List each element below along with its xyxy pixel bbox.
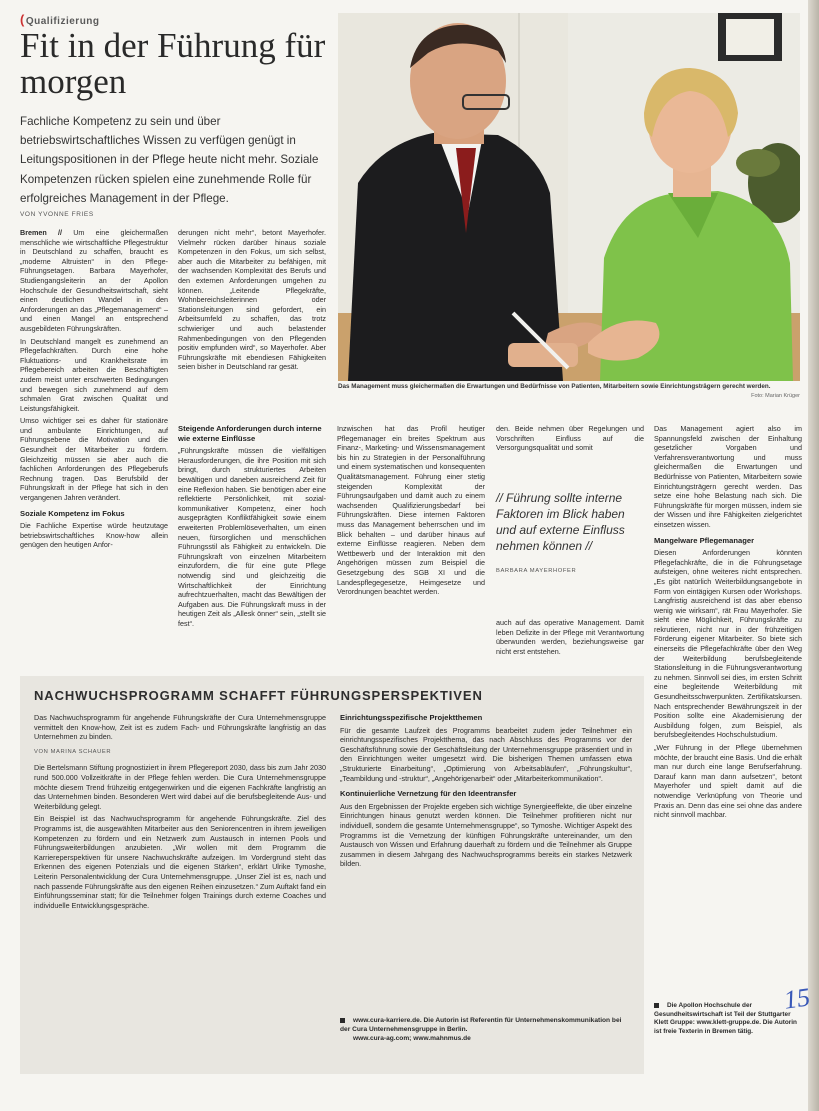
- article-column-4: [337, 424, 485, 668]
- subheading: Kontinuierliche Vernetzung für den Ideentransfer: [340, 789, 517, 799]
- article-photo: [338, 13, 800, 381]
- paragraph: Für die gesamte Laufzeit des Programms bearbeitet zudem jeder Teilnehmer ein einrichtungsspezifisches Projektthema, das nach Abschluss des Programms vor der Geschäftsführung sowie der Geschäftsleitung der Unternehmensgruppe präsentiert und in den Einrichtungen weiter umgesetzt wird. Die bisherigen Themen umfassen etwa „Strukturierte Einarbeitung“, „Optimierung von Arbeitsabläufen“, „Führungskultur“, „Teambildung und -struktur“, „Angehörigenarbeit“ oder „Mitarbeiterkommunikation“.: [340, 725, 632, 783]
- bullet-square-icon: [340, 1018, 345, 1023]
- article-column-6: [496, 618, 644, 668]
- paragraph: Diesen Anforderungen könnten Pflegefachkräfte, die in die Führungsetage aufsteigen, ohne weiteres nicht entsprechen. „Es gibt natürlich Weiterbildungsangebote in Form von eintägigen Kursen oder Workshops. Langfristig ausreichend ist das aber ebenso wenig wie wirksam“, rät Frau Mayerhofer. Sie sieht eine Möglichkeit, Führungskräfte zu rekrutieren, nicht nur in der frühzeitigen Förderung eigener Mitarbeiter. So biete sich einerseits die Pflegefachkräfte über den Weg der Weiterbildung berufsbegleitende Stationsleitung in die Führungsverantwortung zu nehmen. Sinnvoll sei dies, im ersten Schritt eine begleitende Weiterbildung mit Gesundheitsschwerpunkten. Zertifikatskursen. Nach entsprechender Bewährungszeit in der Position sollte eine Akademisierung der Ausbildung folgen, zum Beispiel, als berufsbegleitendes Hochschulstudium.: [654, 548, 802, 740]
- sidebar-byline: VON MARINA SCHAUER: [34, 748, 112, 755]
- article-column-1: [20, 228, 168, 668]
- article-column-2: [178, 228, 326, 383]
- subheading: Soziale Kompetenz im Fokus: [20, 508, 125, 518]
- paragraph: Aus den Ergebnissen der Projekte ergeben sich wichtige Synergieeffekte, die über einzelne Einrichtungen hinaus genutzt werden können. Die Teilnehmer profitieren nicht nur individuell, sondern die gesamte Unternehmensgruppe“, so Tymoshe. Wichtiger Aspekt des Programms ist die Vernetzung der künftigen Führungskräfte untereinander, um den Austausch von Wissen und Erfahrung dauerhaft zu fördern und die Teilnehmer als Gruppe zusammen in diesem Jahrgang des Nachwuchsprogramms bereits ein starkes Netzwerk bilden.: [340, 801, 632, 869]
- paragraph-text: Um eine gleichermaßen menschliche wie wirtschaftliche Pflegestruktur in Deutschland zu schaffen, braucht es „moderne Altruisten“ in den Pflege-Führungsetagen. Barbara Mayerhofer, Studiengangsleiterin an der Apollon Hochschule der Gesundheitswirtschaft, sieht einen deutlichen Wandel in den Anforderungen an das „Pflegemanagement“ – und einen Mangel an entsprechend ausgebildeten Führungskräften.: [20, 228, 168, 333]
- paragraph: Die Fachliche Expertise würde heutzutage betriebswirtschaftliches Know-how allein genügen den heutigen Anfor-: [20, 521, 168, 550]
- subheading: Einrichtungsspezifische Projektthemen: [340, 713, 483, 722]
- article-column-7: [654, 424, 802, 984]
- page-binding-shadow: [808, 0, 819, 1111]
- author-bio: [654, 1002, 804, 1036]
- sidebar-column-1: [34, 713, 326, 1058]
- article-byline: VON YVONNE FRIES: [20, 211, 94, 218]
- paragraph: [20, 228, 168, 334]
- link-text: www.cura-ag.com; www.mahnmus.de: [353, 1035, 471, 1042]
- sidebar-intro: Das Nachwuchsprogramm für angehende Führungskräfte der Cura Unternehmensgruppe vermittelt den Know-how, Zeit ist es zudem Fach- und Führungskräfte langfristig an das Unternehmen zu binden.: [34, 713, 326, 742]
- photo-credit: Foto: Marian Krüger: [751, 393, 800, 399]
- paragraph: Inzwischen hat das Profil heutiger Pflegemanager ein breites Spektrum aus Finanz-, Marketing- und Wissensmanagement bis hin zu Strategien in der Personalführung und einem systematischen und konsequenten Qualitätsmanagement. Führung einer stetig steigenden Komplexität der Führungsaufgaben und damit auch zu einem wachsenden Qualifizierungsbedarf bei Führungskräften. Diese internen Faktoren muss das Management beherrschen und im Blick behalten – und darüber hinaus auf externe Einflüsse reagieren. Neben dem Wettbewerb und der Interaktion mit den Angehörigen müssen zum Beispiel die Gesetzgebung des SGB XI und die Landespflegegesetze, Heimgesetze und Verordnungen beachtet werden.: [337, 424, 485, 597]
- bullet-square-icon: [654, 1003, 659, 1008]
- section-mark: (: [20, 12, 25, 27]
- subheading: Mangelware Pflegemanager: [654, 535, 755, 545]
- sidebar-column-2: [340, 713, 632, 1013]
- photo-caption: Das Management muss gleichermaßen die Erwartungen und Bedürfnisse von Patienten, Mitarbeitern sowie Einrichtungsträgern gerecht werden.: [338, 383, 771, 390]
- dateline: Bremen //: [20, 228, 62, 237]
- paragraph: auch auf das operative Management. Damit leben Defizite in der Pflege mit Verantwortung überwunden werden, beziehungsweise gar nicht erst entstehen.: [496, 618, 644, 656]
- link-line: [340, 1034, 632, 1043]
- bio-text: Die Apollon Hochschule der Gesundheitswirtschaft ist Teil der Stuttgarter Klett Gruppe: www.klett-gruppe.de. Die Autorin ist freie Texterin in Bremen tätig.: [654, 1002, 797, 1035]
- article-headline: Fit in der Führung für morgen: [20, 26, 326, 101]
- paragraph: Ein Beispiel ist das Nachwuchsprogramm für angehende Führungskräfte. Ziel des Programms ist, die ausgewählten Mitarbeiter aus den Seniorencentren in ihrem jeweiligen Kompetenzen zu fördern und ein Netzwerk zum Austausch in internen Pools und Führungsweiterbildungen anzubieten. „Wir wollen mit dem Programm die Karriereperspektiven für unsere Nachwuchskräfte aufzeigen. Im Vordergrund steht das Erkennen des eigenen Potenzials und die eigenen Stärken“, erklärt Ulrike Tymoshe, Leiterin Personalentwicklung der Cura Unternehmensgruppe. „Unser Ziel ist es, nach und nach passende Führungskräfte aus den eigenen Reihen einzusetzen.“ Zum Auftakt fand ein Einführungsseminar statt; für die Teilnehmer folgen Trainings durch externe Coaches und individuelle Entwicklungsgespräche.: [34, 814, 326, 910]
- paragraph: „Wer Führung in der Pflege übernehmen möchte, der braucht eine Basis. Und die erhält man nur durch eine lange Berufserfahrung. Darauf kann man dann aufsetzen“, betont Mayerhofer und spielt damit auf die notwendige Verknüpfung von Theorie und Praxis an. Denn das eine sei ohne das andere nicht sinnvoll machbar.: [654, 743, 802, 820]
- link-text: www.cura-karriere.de. Die Autorin ist Referentin für Unternehmenskommunikation bei der Cura Unternehmensgruppe in Berlin.: [340, 1017, 622, 1033]
- pull-quote-author: BARBARA MAYERHOFER: [496, 568, 577, 574]
- paragraph: den. Beide nehmen über Regelungen und Vorschriften Einfluss auf die Versorgungsqualität und somit: [496, 424, 644, 453]
- section-name: Qualifizierung: [25, 16, 100, 27]
- section-label: [20, 12, 100, 27]
- page-number: 15: [782, 982, 812, 1015]
- pull-quote: // Führung sollte interne Faktoren im Blick haben und auf externe Einfluss nehmen können //: [496, 491, 625, 553]
- paragraph: Das Management agiert also im Spannungsfeld zwischen der Einhaltung gesetzlicher Vorgaben und Verfahrensverantwortung und muss gleichermaßen die Erwartungen und Bedürfnisse von Patienten, Mitarbeitern sowie Einrichtungsträgern gerecht werden. Das setze eine hohe Belastung nach sich. Die Führungskräfte für morgen müssen, indem sie der Wissen und ihre Fähigkeiten zielgerichtet einsetzen wissen.: [654, 424, 802, 529]
- paragraph: derungen nicht mehr“, betont Mayerhofer. Vielmehr rücken darüber hinaus soziale Kompetenzen in den Fokus, um sich selbst, aber auch die Mitarbeiter zu befähigen, mit der wachsenden Komplexität des Berufs und den externen Anforderungen umgehen zu können. „Leitende Pflegekräfte, Wohnbereichsleiterinnen oder Stationsleitungen sind gefordert, ein Arbeitsumfeld zu schaffen, das trotz schwieriger und auch belastender Rahmenbedingungen von den Pflegenden positiv empfunden wird“, so Mayerhofer. Aber Führungskräfte mit ebendiesen Fähigkeiten seien bisher in Deutschland rar gesät.: [178, 228, 326, 372]
- article-column-3: [178, 424, 326, 668]
- paragraph: Umso wichtiger sei es daher für stationäre und ambulante Einrichtungen, auf Führungsebene die Motivation und die Gesundheit der Mitarbeiter zu fördern. Gleichzeitig müssen sie aber auch die fachlichen Anforderungen des Pflegeberufs Rechnung tragen. Das Berufsbild der Führungskraft in der Pflege hat sich in den vergangenen Jahren verändert.: [20, 416, 168, 503]
- photo-illustration: [338, 13, 800, 381]
- paragraph: In Deutschland mangelt es zunehmend an Pflegefachkräften. Durch eine hohe Fluktuations- und Krankheitsrate im Pflegebereich arbeiten die Beschäftigten zudem meist unter erschwerten Bedingungen und bewegen sich zunehmend auf dem schmalen Grat zwischen Qualität und Leistungsfähigkeit.: [20, 336, 168, 413]
- article-lead: Fachliche Kompetenz zu sein und über betriebswirtschaftliches Wissen zu verfügen genügt in Leitungspositionen in der Pflege heute nicht mehr. Soziale Kompetenzen rücken spielen eine zunehmende Rolle für erfolgreiches Management in der Pflege.: [20, 115, 319, 205]
- sidebar-links: [340, 1016, 632, 1043]
- paragraph: „Führungskräfte müssen die vielfältigen Herausforderungen, die ihre Position mit sich bringt, durch strukturiertes Arbeiten bewältigen und daneben ausreichend Zeit für eine Reflexion haben. Sie benötigen aber eine reflektierte Persönlichkeit, mit sozial-kommunikativer Kompetenz, einer hoch ausgeprägten Konfliktfähigkeit sowie einem erweiterten Problemlöseverhalten, um einen neuen, fürsorglichen und menschlichen Führungsstil als Fähigkeit zu entwickeln. Die Führungskraft von einzelnen Mitarbeitern einzufordern, die für eine gute Pflege notwendig sind und gleichzeitig die Wirtschaftlichkeit der Einrichtung aufrechtzuerhalten, macht das Bewältigen der Aufgaben aus. Die Führungskraft muss in der heutigen Zeit als „Allesk önner“ sein, „stellt sie fest“.: [178, 446, 326, 628]
- sidebar-box-title: NACHWUCHSPROGRAMM SCHAFFT FÜHRUNGSPERSPEKTIVEN: [34, 688, 483, 703]
- subheading: Steigende Anforderungen durch interne wie externe Einflüsse: [178, 424, 322, 443]
- link-line: [340, 1016, 632, 1034]
- paragraph: Die Bertelsmann Stiftung prognostiziert in ihrem Pflegereport 2030, dass bis zum Jahr 2030 rund 500.000 Vollzeitkräfte in der Pflege fehlen werden. Die Cura Unternehmensgruppe möchte diesem Trend frühzeitig entgegenwirken und die eigenen Fachkräfte langfristig an das Unternehmen binden. Besonderen Wert wird dabei auf die berufsbegleitende Aus- und Weiterbildung gelegt.: [34, 763, 326, 811]
